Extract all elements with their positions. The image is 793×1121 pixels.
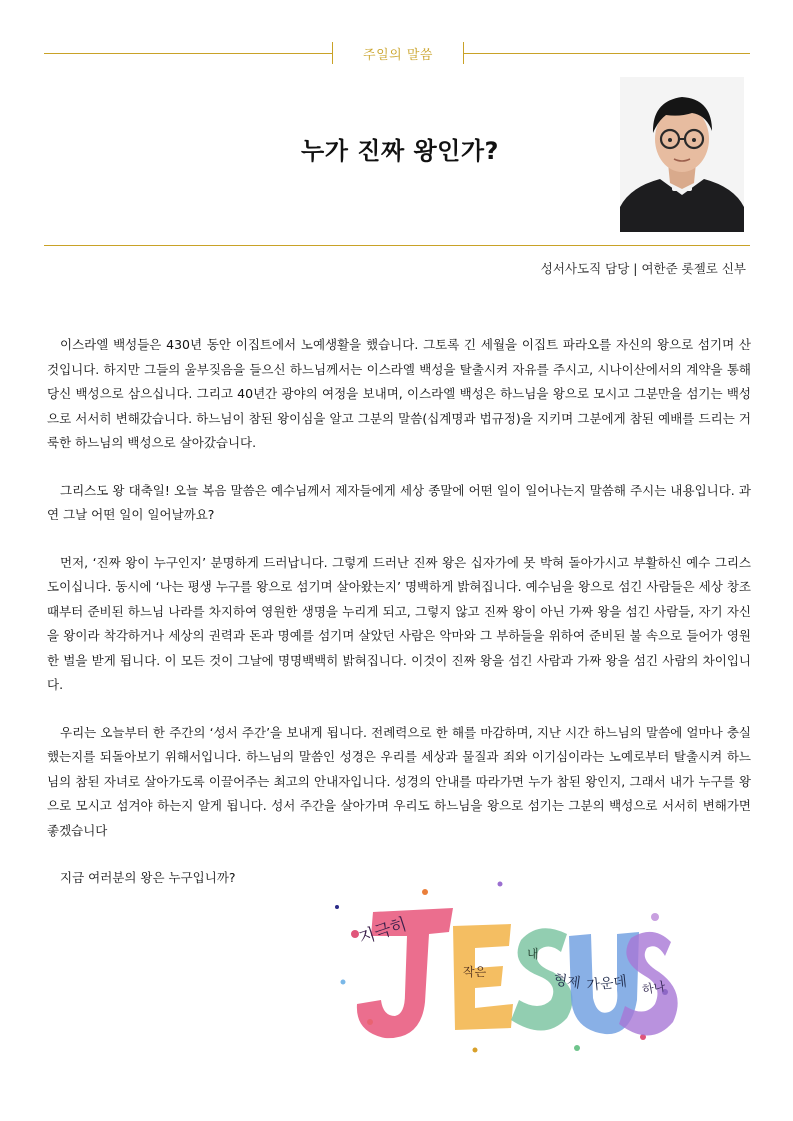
sermon-body [47, 333, 751, 891]
header-rule-left [44, 53, 332, 54]
section-label: 주일의 말씀 [363, 48, 433, 63]
phrase-6: 하나 [641, 979, 667, 997]
header-rule-right [463, 53, 750, 54]
phrase-4: 형제 [552, 972, 582, 992]
paragraph: 우리는 오늘부터 한 주간의 ‘성서 주간’을 보내게 됩니다. 전례력으로 한 해를 마감하며, 지난 시간 하느님의 말씀에 얼마나 충실했는지를 되돌아보기 위해서입니다. 하느님의 말씀인 성경은 우리를 세상과 물질과 죄와 이기심이라는 노예로부터 탈출시켜 하느님의 참된 자녀로 살아가도록 이끌어주는 최고의 안내자입니다. 성경의 안내를 따라가면 누가 참된 왕인지, 그래서 내가 누구를 왕으로 모시고 섬겨야 하는지 알게 됩니다. 성서 주간을 살아가며 우리도 하느님을 왕으로 섬기는 그분의 백성으로 서서히 변해가면 좋겠습니다 [47, 724, 751, 838]
paragraph: 먼저, ‘진짜 왕이 누구인지’ 분명하게 드러납니다. 그렇게 드러난 진짜 왕은 십자가에 못 박혀 돌아가시고 부활하신 예수 그리스도이십니다. 동시에 ‘나는 평생 누구를 왕으로 섬기며 살아왔는지’ 명백하게 밝혀집니다. 예수님을 왕으로 섬긴 사람들은 세상 창조 때부터 준비된 하느님 나라를 차지하여 영원한 생명을 누리게 되고, 그렇지 않고 진짜 왕이 아닌 가짜 왕을 섬긴 사람들, 자기 자신을 왕이라 착각하거나 세상의 권력과 돈과 명예를 섬기며 살았던 사람은 악마와 그 부하들을 위하여 준비된 불 속으로 들어가 영원한 벌을 받게 됩니다. 이 모든 것이 그날에 명명백백히 밝혀집니다. 이것이 진짜 왕을 섬긴 사람과 가짜 왕을 섬긴 사람의 차이입니다. [47, 554, 751, 692]
paragraph: 그리스도 왕 대축일! 오늘 복음 말씀은 예수님께서 제자들에게 세상 종말에 어떤 일이 일어나는지 말씀해 주시는 내용입니다. 과연 그날 어떤 일이 일어날까요? [47, 482, 751, 522]
jesus-illustration [325, 872, 685, 1062]
phrase-5: 가운데 [585, 973, 628, 994]
page-title: 누가 진짜 왕인가? [301, 137, 499, 165]
author-byline: 성서사도직 담당 | 여한준 롯젤로 신부 [540, 261, 746, 276]
header-bottom-rule [44, 245, 750, 246]
phrase-3: 내 [527, 947, 539, 961]
phrase-2: 작은 [463, 965, 487, 979]
closing-question: 지금 여러분의 왕은 누구입니까? [60, 870, 236, 885]
author-portrait [620, 77, 744, 232]
paragraph: 이스라엘 백성들은 430년 동안 이집트에서 노예생활을 했습니다. 그토록 긴 세월을 이집트 파라오를 자신의 왕으로 섬기며 산 것입니다. 하지만 그들의 울부짖음을 들으신 하느님께서는 이스라엘 백성을 탈출시켜 자유를 주시고, 시나이산에서의 계약을 통해 당신 백성으로 삼으십니다. 그리고 40년간 광야의 여정을 보내며, 이스라엘 백성은 하느님을 왕으로 모시고 그분만을 섬기는 백성으로 서서히 변해갔습니다. 하느님이 참된 왕이심을 알고 그분의 말씀(십계명과 법규정)을 지키며 그분에게 참된 예배를 드리는 거룩한 하느님의 백성으로 살아갔습니다. [47, 337, 752, 450]
phrase-1: 지극히 [356, 914, 410, 949]
